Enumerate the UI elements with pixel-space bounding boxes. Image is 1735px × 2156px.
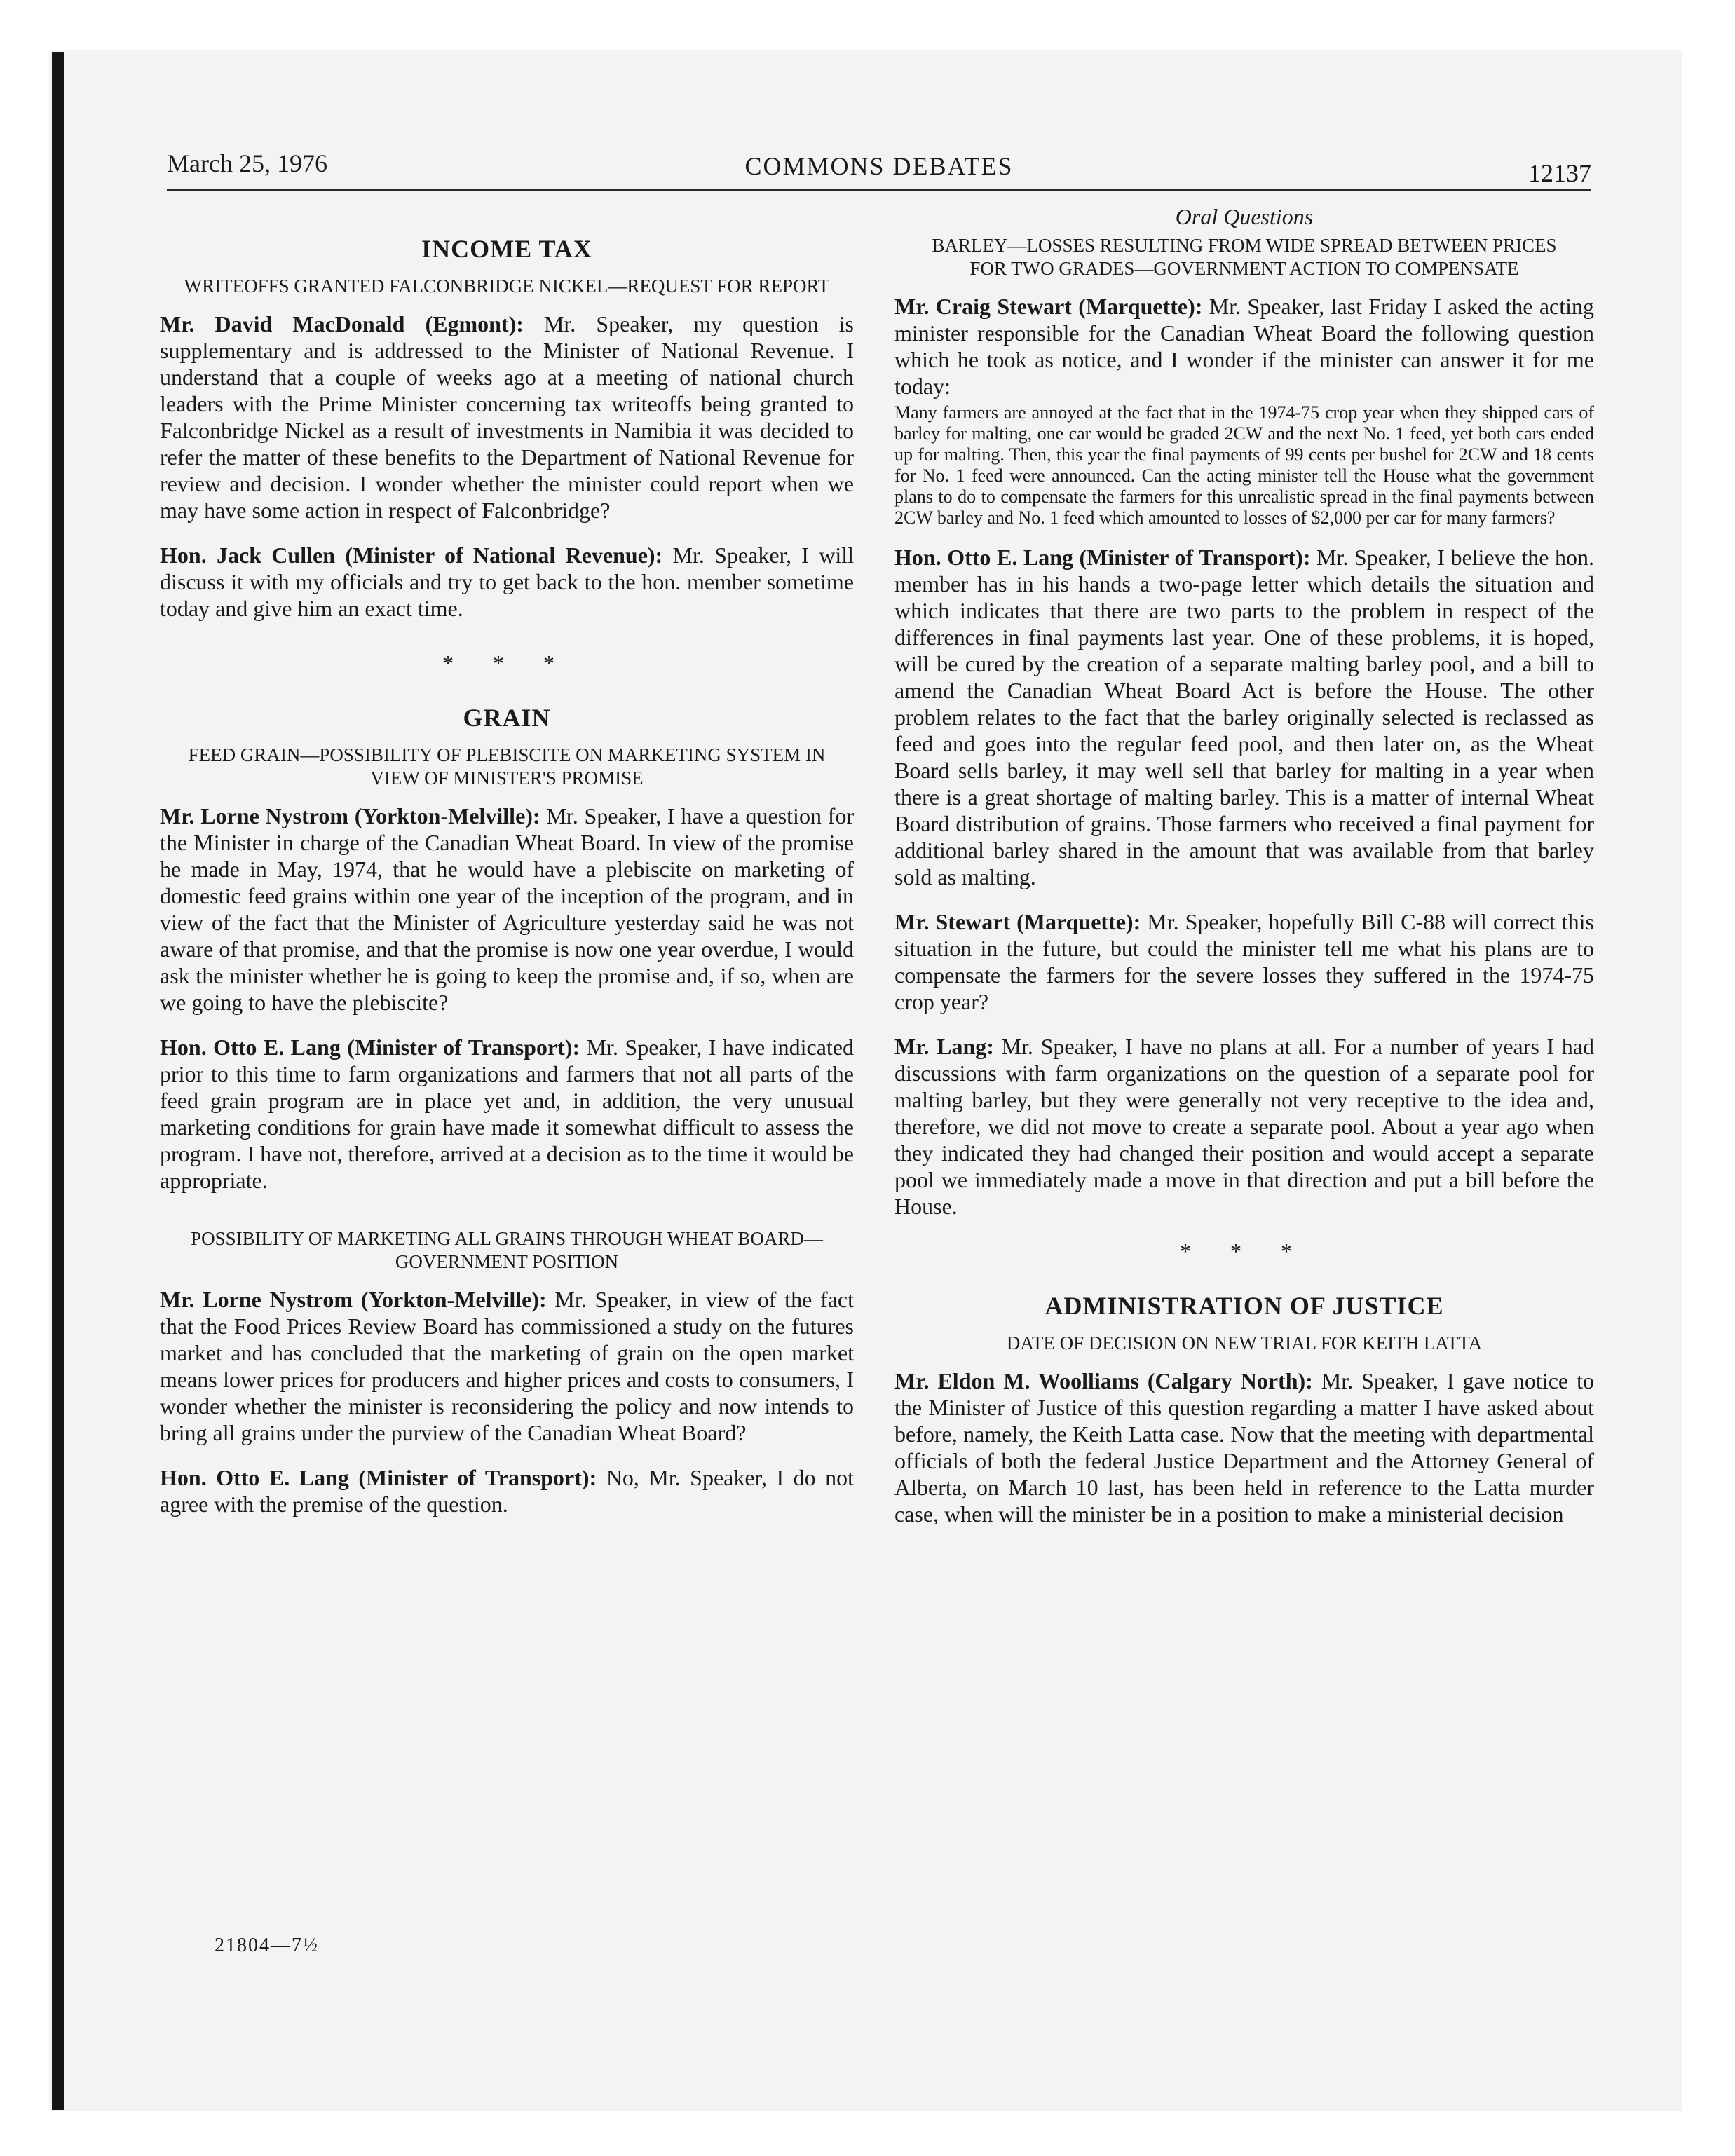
speaker-name: Hon. Otto E. Lang (Minister of Transport): [160,1465,597,1490]
speaker-name: Mr. David MacDonald (Egmont): [160,311,524,336]
section-separator: * * * [1180,1239,1309,1264]
speaker-name: Mr. Lorne Nystrom (Yorkton-Melville): [160,803,540,828]
speech-text: Mr. Speaker, I gave notice to the Minister of Justice of this question regarding a matter I have asked about before, namely, the Keith Latta case. Now that the meeting with departmental officials of both the federal Justice Department and the Attorney General of Alberta, on March 10 last, has been held in reference to the Latta murder case, when will the minister be in a position to make a ministerial decision [894,1368,1595,1527]
printer-signature: 21804—7½ [215,1935,319,1956]
paragraph [894,1367,1594,1527]
speech-text: Mr. Speaker, hopefully Bill C-88 will correct this situation in the future, but could the minister tell me what his plans are to compensate the farmers for the severe losses they suffered in the 1974-75 crop year? [894,909,1595,1014]
page-number: 12137 [1528,159,1591,187]
speech-text: Mr. Speaker, in view of the fact that the Food Prices Review Board has commissioned a study on the futures market and has concluded that the marketing of grain on the open market means lower prices for producers and higher prices and costs to consumers, I wonder whether the minister is reconsidering the policy and now intends to bring all grains under the purview of the Canadian Wheat Board? [160,1287,855,1445]
subheading: DATE OF DECISION ON NEW TRIAL FOR KEITH LATTA [1006,1332,1483,1353]
header-date: March 25, 1976 [167,149,327,177]
paragraph [160,311,854,524]
paragraph [160,1286,854,1446]
subheading: BARLEY—LOSSES RESULTING FROM WIDE SPREAD BETWEEN PRICES FOR TWO GRADES—GOVERNMENT ACTION TO COMPENSATE [932,235,1557,279]
paragraph [894,293,1594,400]
speech-text: Mr. Speaker, I have no plans at all. For a number of years I had discussions with farm organizations on the question of a separate pool for malting barley, but they were generally not very receptive to the idea and, therefore, we did not move to create a separate pool. About a year ago when they indicated they had changed their position and would accept a separate pool we immediately made a move in that direction and put a bill before the House. [894,1034,1595,1219]
section-title-grain: GRAIN [463,704,551,732]
header-title: COMMONS DEBATES [744,152,1014,180]
page-header [167,146,1591,191]
running-title: Oral Questions [1175,204,1314,229]
speech-text: Mr. Speaker, I will discuss it with my officials and try to get back to the hon. member sometime today and give him an exact time. [160,543,855,621]
speaker-name: Mr. Eldon M. Woolliams (Calgary North): [894,1368,1313,1393]
section-separator: * * * [442,650,571,676]
paragraph [894,908,1594,1015]
speaker-name: Hon. Otto E. Lang (Minister of Transport): [894,545,1311,570]
binding-shadow [52,52,64,2110]
subheading: FEED GRAIN—POSSIBILITY OF PLEBISCITE ON MARKETING SYSTEM IN VIEW OF MINISTER'S PROMISE [188,744,826,789]
paragraph [160,1464,854,1517]
speech-text: Mr. Speaker, I have indicated prior to this time to farm organizations and farmers that not all parts of the feed grain program are in place yet and, in addition, the very unusual marketing conditions for grain have made it somewhat difficult to assess the program. I have not, therefore, arrived at a decision as to the time it would be appropriate. [160,1035,855,1193]
subheading: POSSIBILITY OF MARKETING ALL GRAINS THROUGH WHEAT BOARD—GOVERNMENT POSITION [191,1228,823,1272]
speaker-name: Hon. Otto E. Lang (Minister of Transport): [160,1035,580,1060]
subheading: WRITEOFFS GRANTED FALCONBRIDGE NICKEL—REQUEST FOR REPORT [184,275,830,296]
paragraph [160,542,854,622]
quoted-question: Many farmers are annoyed at the fact that in the 1974-75 crop year when they shipped cars of barley for malting, one car would be graded 2CW and the next No. 1 feed, yet both cars ended up for malting. Then, this year the final payments of 99 cents per bushel for 2CW and 18 cents for No. 1 feed were announced. Can the acting minister tell the House what the government plans to do to compensate the farmers for this unrealistic spread in the final payments between 2CW barley and No. 1 feed which amounted to losses of $2,000 per car for many farmers? [894,402,1594,528]
paragraph [894,544,1594,890]
speech-text: Mr. Speaker, last Friday I asked the acting minister responsible for the Canadian Wheat Board the following question which he took as notice, and I wonder if the minister can answer it for me today: [894,294,1595,399]
speech-text: Mr. Speaker, my question is supplementary and is addressed to the Minister of National Revenue. I understand that a couple of weeks ago at a meeting of national church leaders with the Prime Minister concerning tax writeoffs being granted to Falconbridge Nickel as a result of investments in Namibia it was decided to refer the matter of these benefits to the Department of National Revenue for review and decision. I wonder whether the minister could report when we may have some action in respect of Falconbridge? [160,311,855,523]
paragraph [160,803,854,1016]
paragraph [160,1034,854,1194]
speaker-name: Mr. Lorne Nystrom (Yorkton-Melville): [160,1287,547,1312]
speech-text: Mr. Speaker, I believe the hon. member has in his hands a two-page letter which details the situation and which indicates that there are two parts to the problem in respect of the differences in final payments last year. One of these problems, it is hoped, will be cured by the creation of a separate malting barley pool, and a bill to amend the Canadian Wheat Board Act is before the House. The other problem relates to the fact that the barley originally selected is reclassed as feed and goes into the regular feed pool, and then later on, as the Wheat Board sells barley, it may well sell that barley for malting in a year when there is a great shortage of malting barley. This is a matter of internal Wheat Board distribution of grains. Those farmers who received a final payment for additional barley shared in the amount that was available from that barley sold as malting. [894,545,1595,889]
speech-text: Mr. Speaker, I have a question for the Minister in charge of the Canadian Wheat Board. In view of the promise he made in May, 1974, that he would have a plebiscite on marketing of domestic feed grains within one year of the inception of the program, and in view of the fact that the Minister of Agriculture yesterday said he was not aware of that promise, and that the promise is now one year overdue, I would ask the minister whether he is going to keep the promise and, if so, when are we going to have the plebiscite? [160,803,855,1015]
section-title-income-tax: INCOME TAX [421,235,592,263]
speaker-name: Mr. Craig Stewart (Marquette): [894,294,1203,319]
speech-text: No, Mr. Speaker, I do not agree with the premise of the question. [160,1465,854,1517]
speaker-name: Hon. Jack Cullen (Minister of National Revenue): [160,543,663,568]
speaker-name: Mr. Stewart (Marquette): [894,909,1141,934]
paragraph [894,1033,1594,1220]
section-title-justice: ADMINISTRATION OF JUSTICE [1045,1292,1444,1320]
speaker-name: Mr. Lang: [894,1034,994,1059]
right-column [894,203,1594,1527]
left-column [160,203,854,1517]
